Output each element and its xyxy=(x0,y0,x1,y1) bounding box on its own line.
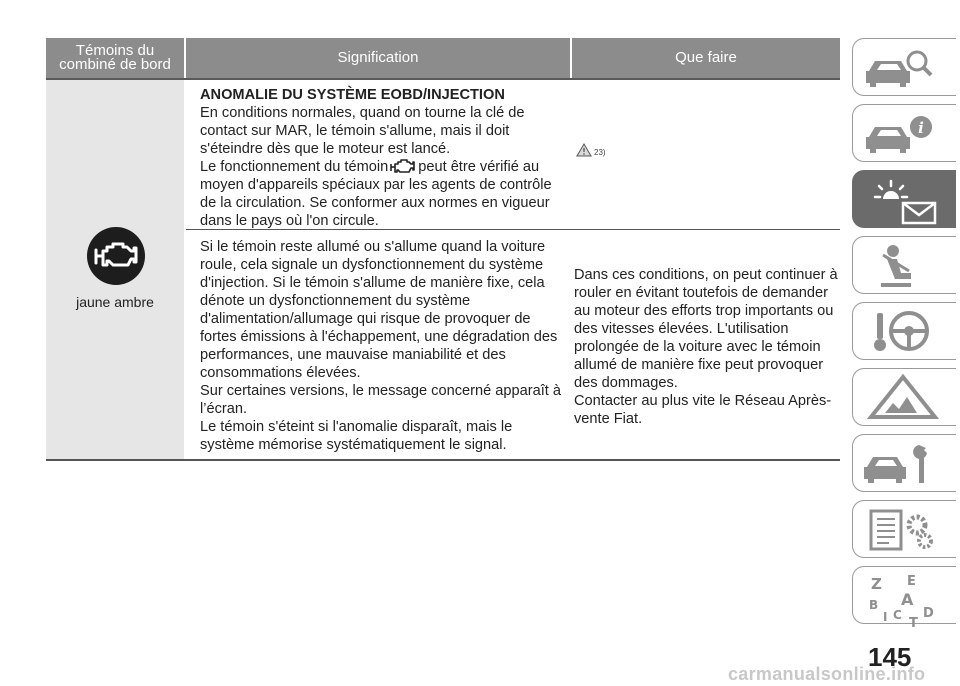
row2-action-p2: Contacter au plus vite le Réseau Après-vente Fiat. xyxy=(574,393,832,427)
svg-text:D: D xyxy=(923,606,934,621)
warning-reference[interactable] xyxy=(576,143,606,157)
svg-text:i: i xyxy=(918,119,924,137)
header-indicator-label: Témoins du combiné de bord xyxy=(59,42,171,73)
svg-text:A: A xyxy=(901,590,914,609)
tab-technical-data[interactable] xyxy=(852,500,956,558)
indicator-color-label: jaune ambre xyxy=(76,294,154,310)
table-bottom-rule xyxy=(46,459,840,461)
document-gear-icon xyxy=(863,505,943,555)
warning-reference-number: 23) xyxy=(594,148,606,157)
row-separator xyxy=(186,229,840,230)
row2-meaning-p3: Le témoin s'éteint si l'anomalie disparaît, mais le système mémorise systématiquement le signal. xyxy=(200,419,513,453)
warning-triangle-small-icon xyxy=(576,143,592,157)
row1-text2b: peut être vérifié au moyen d'appareils spéciaux par les agents de contrôle de la circulation. Se conformer aux normes en vigueur dans le pays où l'on circule. xyxy=(200,159,552,229)
row2-action-p1: Dans ces conditions, on peut continuer à rouler en évitant toutefois de demander au moteur des efforts trop importants ou des vitesses élevées. L'utilisation prolongée de la voiture avec le témoin allumé de manière fixe peut provoquer des dommages. xyxy=(574,267,838,391)
header-action xyxy=(572,38,840,78)
row1-text2a: Le fonctionnement du témoin xyxy=(200,159,389,175)
header-meaning-label: Signification xyxy=(337,49,419,66)
car-info-icon xyxy=(863,109,943,159)
svg-text:I: I xyxy=(883,610,888,624)
svg-text:C: C xyxy=(893,608,902,622)
tab-index[interactable] xyxy=(852,566,956,627)
watermark: carmanualsonline.info xyxy=(728,664,926,684)
row2-action xyxy=(574,266,838,428)
tab-maintenance[interactable] xyxy=(852,434,956,492)
warning-triangle-icon xyxy=(863,373,943,423)
tab-car-search[interactable] xyxy=(852,38,956,96)
row2-meaning-p2: Sur certaines versions, le message concerné apparaît à l’écran. xyxy=(200,383,561,417)
svg-text:T: T xyxy=(909,616,918,627)
header-indicator xyxy=(46,38,184,78)
svg-text:Z: Z xyxy=(871,575,882,593)
engine-check-icon xyxy=(86,226,146,286)
key-steering-wheel-icon xyxy=(863,307,943,357)
tab-starting-driving[interactable] xyxy=(852,302,956,360)
tab-car-info[interactable] xyxy=(852,104,956,162)
tab-warning-lights[interactable] xyxy=(852,170,956,228)
engine-inline-icon xyxy=(390,158,416,174)
header-action-label: Que faire xyxy=(675,49,737,66)
row1-text2 xyxy=(200,158,562,230)
header-meaning xyxy=(186,38,570,78)
tab-emergency[interactable] xyxy=(852,368,956,426)
svg-text:E: E xyxy=(907,574,916,589)
tab-safety[interactable] xyxy=(852,236,956,294)
alphabet-index-icon xyxy=(863,571,943,627)
row1-meaning xyxy=(200,86,562,230)
svg-text:B: B xyxy=(869,598,879,612)
page-number: 145 xyxy=(868,642,912,672)
car-search-icon xyxy=(863,43,943,93)
warning-light-mail-icon xyxy=(863,175,943,225)
seat-airbag-icon xyxy=(863,241,943,291)
row1-text1: En conditions normales, quand on tourne la clé de contact sur MAR, le témoin s'allume, mais il doit s'éteindre dès que le moteur est lancé. xyxy=(200,105,525,157)
row2-meaning xyxy=(200,238,562,454)
row2-meaning-p1: Si le témoin reste allumé ou s'allume quand la voiture roule, cela signale un dysfonctionnement du système d'injection. Si le témoin s'allume de manière fixe, cela dénote un dysfonctionnement du système d'alimentation/allumage qui risque de provoquer de fortes émissions à l'échappement, une dégradation des performances, une mauvaise maniabilité et des consommations élevées. xyxy=(200,239,558,381)
row1-title: ANOMALIE DU SYSTÈME EOBD/INJECTION xyxy=(200,87,505,103)
car-wrench-icon xyxy=(863,439,943,489)
